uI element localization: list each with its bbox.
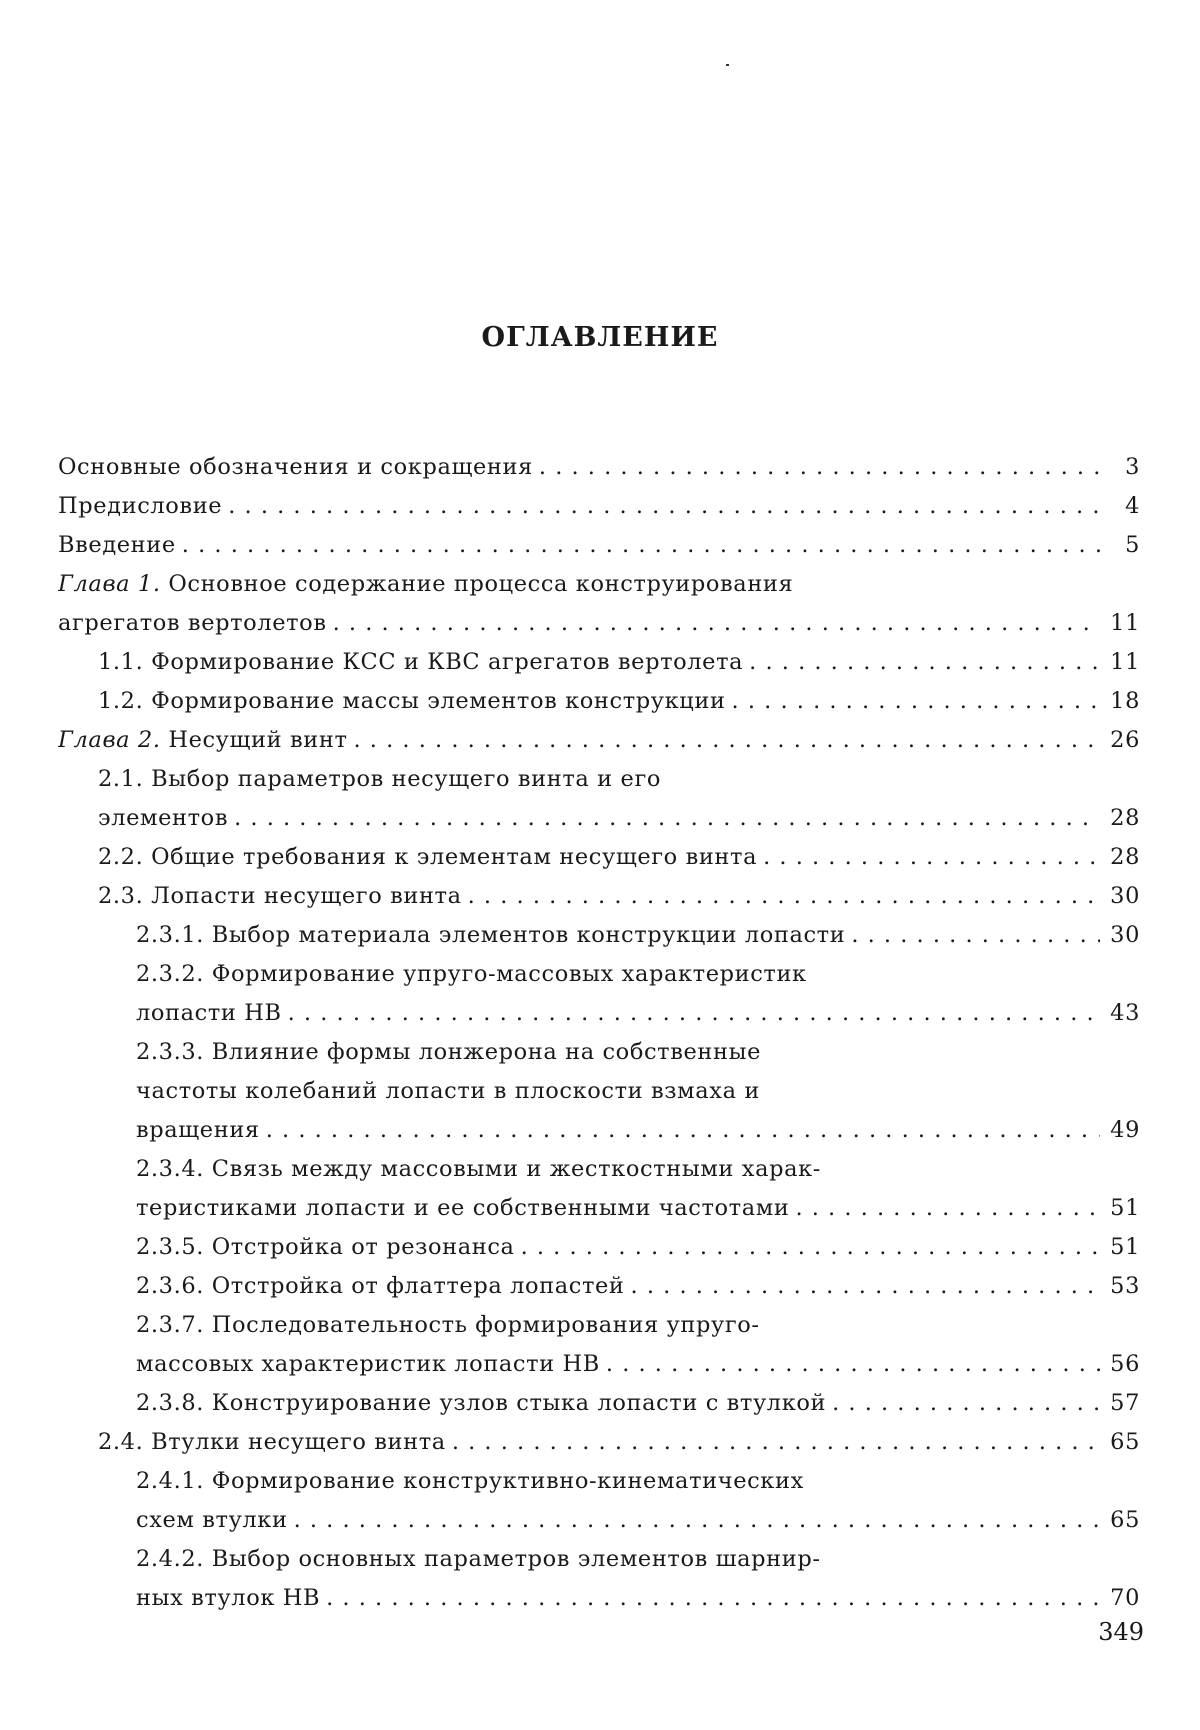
dot-leader [234,799,1100,838]
toc-entry-line: вращения [136,1117,260,1143]
toc-page-number: 28 [1106,799,1140,838]
toc-entry-row [58,1384,1140,1423]
toc-page-number: 18 [1106,682,1140,721]
toc-entry-line: Основные обозначения и сокращения [58,454,533,480]
toc-entry-line: Предисловие [58,493,222,519]
toc-entry-row [58,487,1140,526]
toc-entry-row [58,1267,1140,1306]
toc-entry-row [58,1189,1140,1228]
toc-entry-label [136,1579,320,1618]
chapter-label: Глава 1. [58,571,161,597]
toc-entry-row [58,1345,1140,1384]
toc-page-number: 65 [1106,1501,1140,1540]
toc-entry [58,1267,1140,1306]
dot-leader [521,1228,1100,1267]
toc-entry-label [136,994,282,1033]
toc-entry-label [136,1111,260,1150]
toc-entry [58,1306,1140,1384]
toc-page-number: 30 [1106,916,1140,955]
toc-entry-row [58,1501,1140,1540]
toc-entry-row [58,916,1140,955]
toc-entry [58,916,1140,955]
toc-page-number: 11 [1106,604,1140,643]
toc-page-number: 51 [1106,1228,1140,1267]
toc-entry [58,760,1140,838]
print-speck [726,64,729,66]
toc-entry-label [136,1267,625,1306]
toc-entry [58,1540,1140,1618]
dot-leader [182,526,1100,565]
toc-entry-line: 2.2. Общие требования к элементам несущего винта [98,844,757,870]
toc-page-number: 53 [1106,1267,1140,1306]
toc-entry-label [136,1501,288,1540]
toc-page-number: 3 [1106,448,1140,487]
toc-entry-line: Введение [58,532,176,558]
toc-entry-row [58,799,1140,838]
toc-entry-line: 2.3.5. Отстройка от резонанса [136,1234,515,1260]
dot-leader [832,1384,1100,1423]
toc-page-number: 4 [1106,487,1140,526]
toc-entry-line: ных втулок НВ [136,1585,320,1611]
toc-entry-row [58,604,1140,643]
toc-page-number: 49 [1106,1111,1140,1150]
toc-entry [58,1150,1140,1228]
table-of-contents [58,448,1140,1618]
toc-entry-line: 1.2. Формирование массы элементов конструкции [98,688,726,714]
toc-page-number: 57 [1106,1384,1140,1423]
chapter-label: Глава 2. [58,727,161,753]
toc-entry-text [58,1462,1140,1501]
toc-entry-row [58,1111,1140,1150]
dot-leader [326,1579,1100,1618]
toc-entry-line: частоты колебаний лопасти в плоскости взмаха и [136,1078,760,1104]
toc-entry-text [58,1150,1140,1189]
toc-entry [58,1462,1140,1540]
toc-entry-text [58,955,1140,994]
dot-leader [749,643,1100,682]
toc-entry-row [58,682,1140,721]
toc-entry-line: агрегатов вертолетов [58,610,327,636]
toc-entry-row [58,721,1140,760]
toc-entry-label [98,838,757,877]
toc-entry-row [58,877,1140,916]
toc-entry-text [58,565,1140,604]
toc-page-number: 30 [1106,877,1140,916]
toc-entry-label [98,877,462,916]
toc-page-number: 65 [1106,1423,1140,1462]
toc-page-number: 28 [1106,838,1140,877]
toc-entry-label [98,682,726,721]
dot-leader [606,1345,1100,1384]
dot-leader [333,604,1100,643]
toc-entry-text [58,1540,1140,1579]
toc-entry-line: 1.1. Формирование КСС и КВС агрегатов вертолета [98,649,743,675]
toc-entry-line: Основное содержание процесса конструирования [168,571,793,597]
toc-entry-text [58,760,1140,799]
dot-leader [354,721,1101,760]
dot-leader [539,448,1100,487]
toc-entry [58,721,1140,760]
dot-leader [851,916,1100,955]
toc-entry-row [58,1423,1140,1462]
toc-entry [58,643,1140,682]
dot-leader [732,682,1100,721]
toc-entry-label [58,721,348,760]
page-title: ОГЛАВЛЕНИЕ [0,322,1200,353]
dot-leader [288,994,1100,1033]
toc-entry-line: 2.4.1. Формирование конструктивно-кинематических [136,1468,804,1494]
toc-page-number: 26 [1106,721,1140,760]
toc-entry-text [58,1306,1140,1345]
toc-entry-label [58,604,327,643]
toc-entry-line: 2.3.1. Выбор материала элементов конструкции лопасти [136,922,845,948]
toc-page-number: 5 [1106,526,1140,565]
toc-entry-line: 2.1. Выбор параметров несущего винта и его [98,766,661,792]
toc-entry-label [58,487,222,526]
toc-entry-line: 2.3.7. Последовательность формирования упруго- [136,1312,760,1338]
toc-entry [58,955,1140,1033]
toc-entry [58,487,1140,526]
toc-entry-row [58,526,1140,565]
toc-entry [58,526,1140,565]
toc-entry-label [136,916,845,955]
toc-entry-line: 2.4.2. Выбор основных параметров элементов шарнир- [136,1546,821,1572]
toc-entry [58,1384,1140,1423]
toc-entry [58,1423,1140,1462]
dot-leader [795,1189,1100,1228]
toc-entry-line: 2.3.3. Влияние формы лонжерона на собственные [136,1039,761,1065]
toc-entry-row [58,643,1140,682]
toc-entry-line: 2.4. Втулки несущего винта [98,1429,446,1455]
toc-entry-line: 2.3. Лопасти несущего винта [98,883,462,909]
toc-entry [58,1228,1140,1267]
dot-leader [468,877,1100,916]
toc-entry [58,877,1140,916]
toc-entry-label [136,1228,515,1267]
toc-entry [58,838,1140,877]
toc-entry-row [58,448,1140,487]
toc-entry-line: Несущий винт [168,727,347,753]
dot-leader [228,487,1100,526]
toc-entry [58,448,1140,487]
toc-entry-row [58,1228,1140,1267]
toc-entry-label [98,643,743,682]
toc-entry-line: 2.3.2. Формирование упруго-массовых характеристик [136,961,807,987]
toc-page-number: 43 [1106,994,1140,1033]
toc-page-number: 56 [1106,1345,1140,1384]
dot-leader [763,838,1100,877]
toc-entry-line: схем втулки [136,1507,288,1533]
document-page [0,0,1200,1730]
toc-entry-label [98,799,228,838]
toc-entry [58,565,1140,643]
toc-page-number: 51 [1106,1189,1140,1228]
toc-entry-row [58,994,1140,1033]
toc-entry-label [136,1384,826,1423]
dot-leader [266,1111,1100,1150]
toc-entry-label [136,1345,600,1384]
toc-entry-line: массовых характеристик лопасти НВ [136,1351,600,1377]
page-number: 349 [1094,1618,1144,1646]
toc-entry [58,682,1140,721]
toc-page-number: 11 [1106,643,1140,682]
toc-entry-label [98,1423,446,1462]
toc-page-number: 70 [1106,1579,1140,1618]
dot-leader [452,1423,1100,1462]
toc-entry-label [136,1189,789,1228]
toc-entry-line: теристиками лопасти и ее собственными частотами [136,1195,789,1221]
toc-entry-line: 2.3.8. Конструирование узлов стыка лопасти с втулкой [136,1390,826,1416]
toc-entry-line: 2.3.4. Связь между массовыми и жесткостными харак- [136,1156,821,1182]
toc-entry [58,1033,1140,1150]
toc-entry-text [58,1033,1140,1072]
toc-entry-label [58,526,176,565]
toc-entry-row [58,838,1140,877]
toc-entry-row [58,1579,1140,1618]
toc-entry-line: 2.3.6. Отстройка от флаттера лопастей [136,1273,625,1299]
dot-leader [294,1501,1100,1540]
toc-entry-text [58,1072,1140,1111]
toc-entry-label [58,448,533,487]
dot-leader [631,1267,1100,1306]
toc-entry-line: лопасти НВ [136,1000,282,1026]
toc-entry-line: элементов [98,805,228,831]
